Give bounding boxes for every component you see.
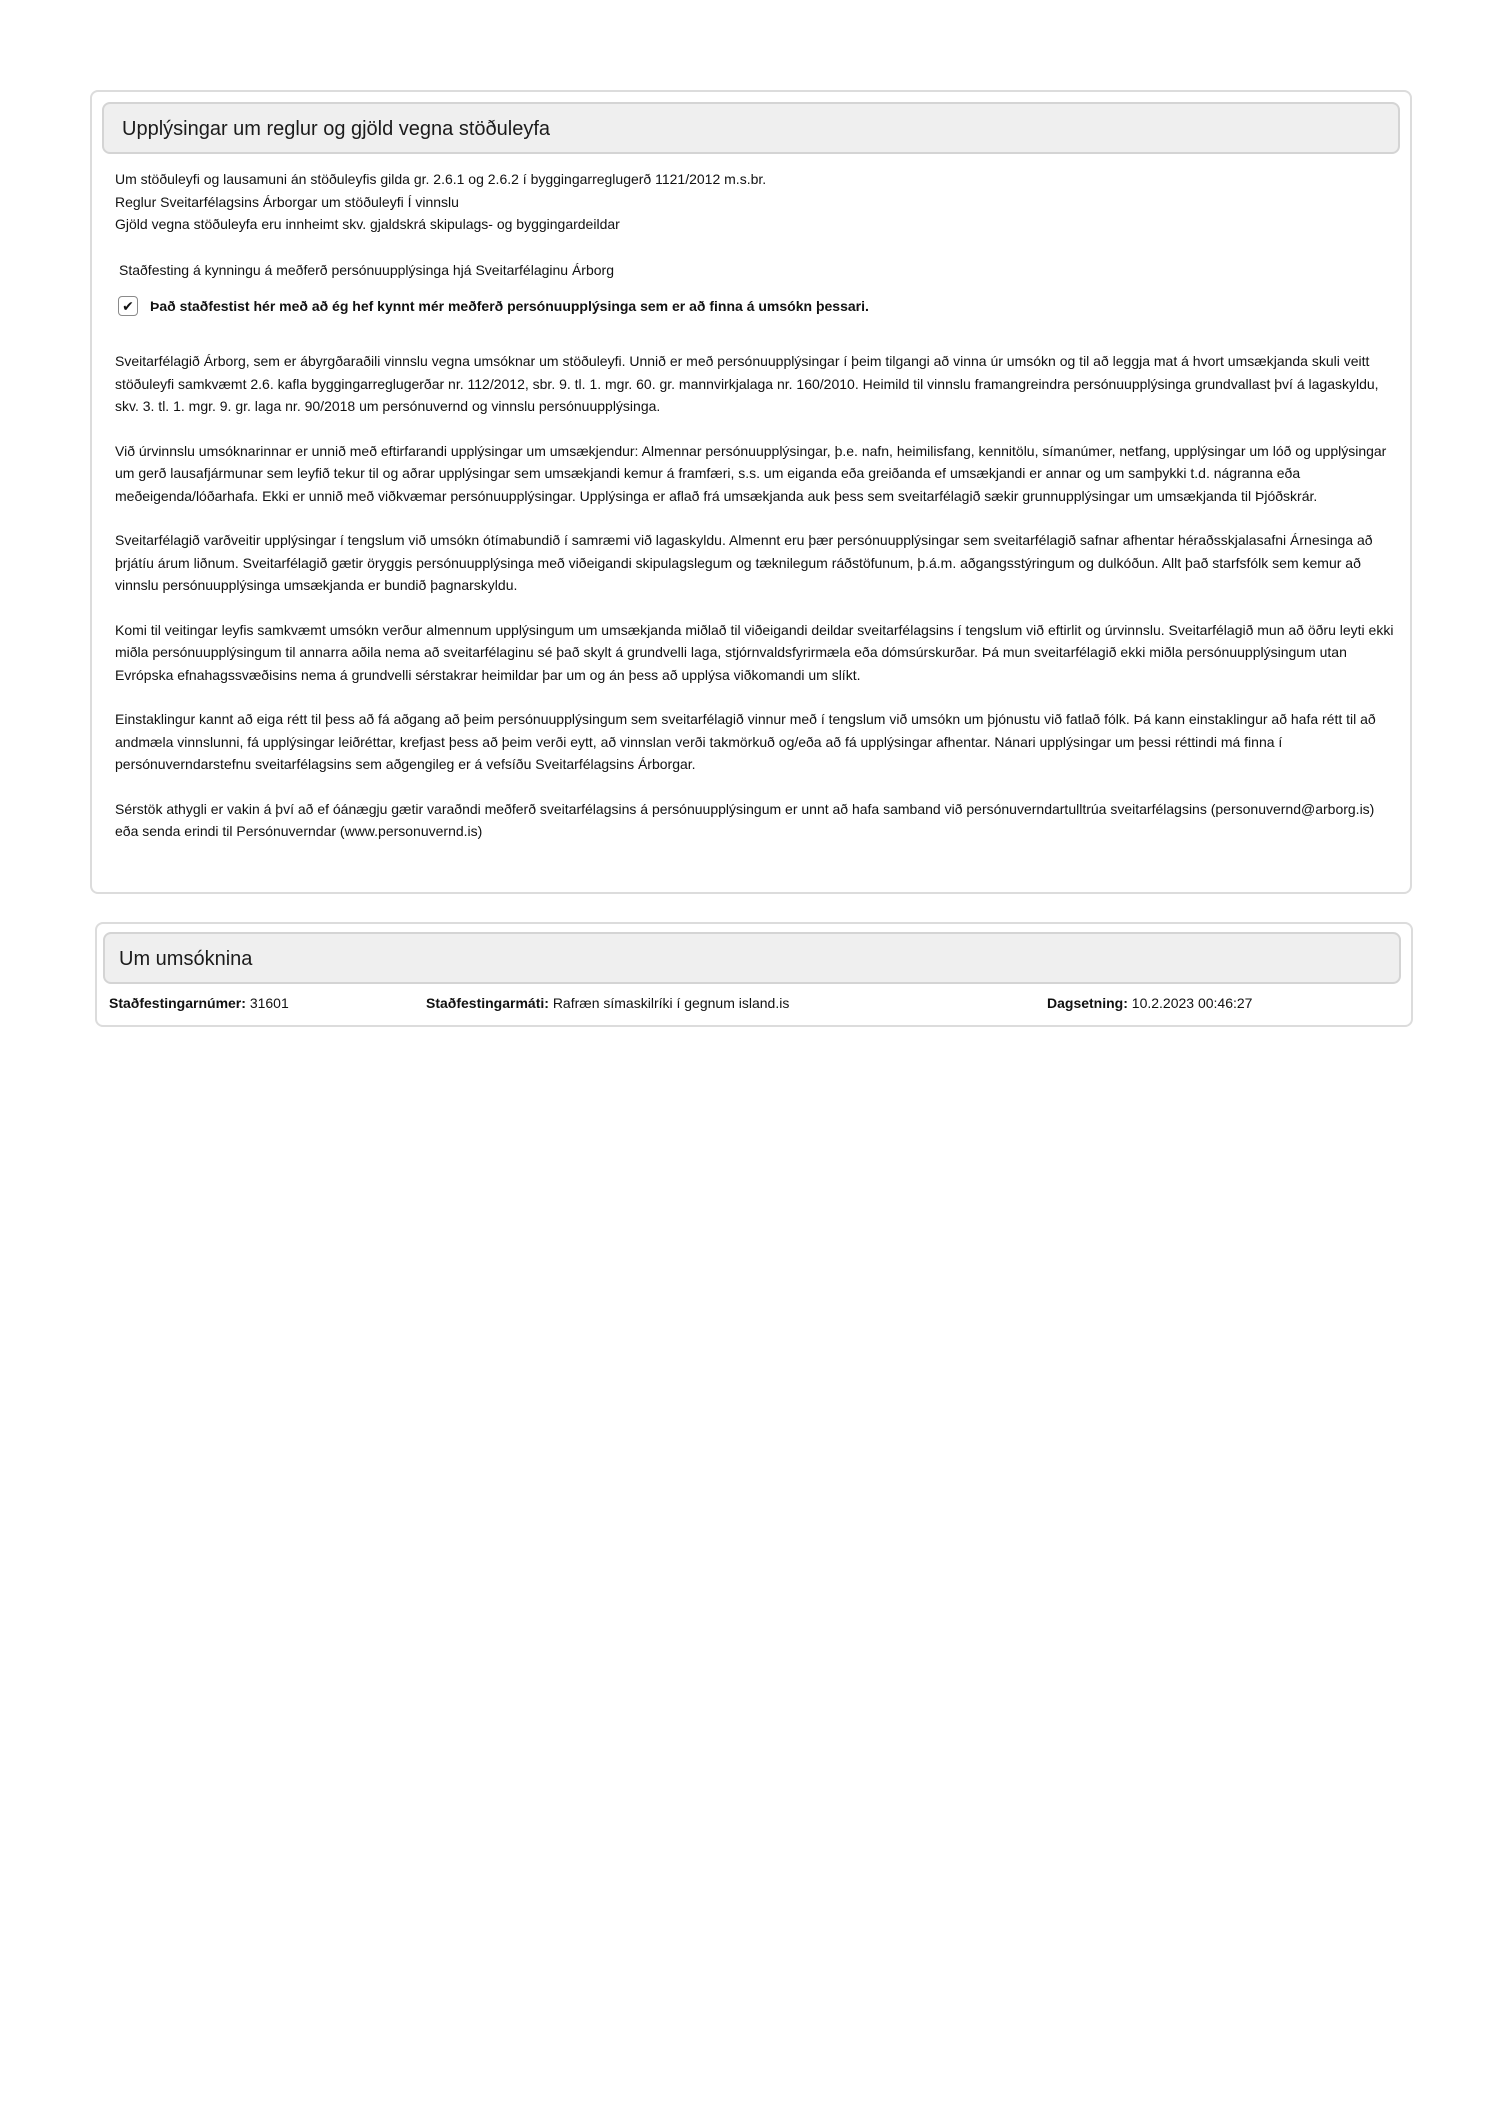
privacy-paragraph: Sveitarfélagið varðveitir upplýsingar í tengslum við umsókn ótímabundið í samræmi við lagaskyldu. Almennt eru þær persónuupplýsingar sem sveitarfélagið safnar afhentar héraðsskjalasafni Árnesinga að þrjátíu árum liðnum. Sveitarfélagið gætir öryggis persónuupplýsinga með viðeigandi skipulagslegum og tæknilegum ráðstöfunum, þ.á.m. aðgangsstýringum og dulkóðun. Allt það starfsfólk sem kemur að vinnslu persónuupplýsinga umsækjanda er bundið þagnarskyldu. [115, 532, 1373, 593]
confirmation-number-label: Staðfestingarnúmer: [109, 995, 246, 1011]
application-panel-header [103, 932, 1401, 984]
privacy-consent-checkbox[interactable]: ✔ [118, 296, 138, 316]
intro-line: Um stöðuleyfi og lausamuni án stöðuleyfis gilda gr. 2.6.1 og 2.6.2 í byggingarreglugerð 1121/2012 m.s.br. [115, 171, 767, 187]
rules-panel-header [102, 102, 1400, 154]
confirmation-number-field [109, 993, 289, 1013]
confirmation-number-value: 31601 [249, 995, 289, 1011]
privacy-paragraph: Við úrvinnslu umsóknarinnar er unnið með eftirfarandi upplýsingar um umsækjendur: Almennar persónuupplýsingar, þ.e. nafn, heimilisfang, kennitölu, símanúmer, netfang, upplýsingar um lóð og upplýsingar um gerð lausafjármunar sem leyfið tekur til og aðrar upplýsingar sem umsækjandi kemur á framfæri, s.s. um eiganda eða greiðanda ef umsækjandi er annar og um samþykki t.d. nágranna eða meðeigenda/lóðarhafa. Ekki er unnið með viðkvæmar persónuupplýsingar. Upplýsinga er aflað frá umsækjanda auk þess sem sveitarfélagið sækir grunnupplýsingar um umsækjanda til Þjóðskrár. [115, 442, 1387, 504]
privacy-consent-label: Það staðfestist hér með að ég hef kynnt mér meðferð persónuupplýsinga sem er að finna á umsókn þessari. [150, 298, 869, 314]
privacy-paragraph: Sveitarfélagið Árborg, sem er ábyrgðaraðili vinnslu vegna umsóknar um stöðuleyfi. Unnið er með persónuupplýsingar í þeim tilgangi að vinna úr umsókn og til að leggja mat á hvort umsækjanda skuli veitt stöðuleyfi samkvæmt 2.6. kafla byggingarreglugerðar nr. 112/2012, sbr. 9. tl. 1. mgr. 60. gr. mannvirkjalaga nr. 160/2010. Heimild til vinnslu framangreindra persónuupplýsinga grundvallast því á lagaskyldu, skv. 3. tl. 1. mgr. 9. gr. laga nr. 90/2018 um persónuvernd og vinnslu persónuupplýsinga. [115, 353, 1379, 414]
date-label: Dagsetning: [1047, 995, 1128, 1011]
application-panel-title: Um umsóknina [119, 948, 253, 970]
rules-panel [90, 90, 1412, 894]
intro-line: Gjöld vegna stöðuleyfa eru innheimt skv. gjaldskrá skipulags- og byggingardeildar [115, 216, 620, 232]
privacy-policy-text [115, 350, 1397, 865]
intro-line: Reglur Sveitarfélagsins Árborgar um stöðuleyfi Í vinnslu [115, 193, 459, 210]
date-value: 10.2.2023 00:46:27 [1131, 995, 1253, 1011]
rules-panel-title: Upplýsingar um reglur og gjöld vegna stöðuleyfa [122, 118, 551, 140]
privacy-confirmation-heading: Staðfesting á kynningu á meðferð persónuupplýsinga hjá Sveitarfélaginu Árborg [119, 262, 614, 278]
date-field [1047, 993, 1252, 1013]
privacy-paragraph: Komi til veitingar leyfis samkvæmt umsókn verður almennum upplýsingum um umsækjanda miðlað til viðeigandi deildar sveitarfélagsins í tengslum við eftirlit og úrvinnslu. Sveitarfélagið mun að öðru leyti ekki miðla persónuupplýsingum til annarra aðila nema að sveitarfélaginu sé það skylt á grundvelli laga, stjórnvaldsfyrirmæla eða dómsúrskurðar. Þá mun sveitarfélagið ekki miðla persónuupplýsingum utan Evrópska efnahagssvæðisins nema á grundvelli sérstakrar heimildar þar um og án þess að upplýsa viðkomandi um slíkt. [115, 621, 1394, 683]
privacy-paragraph: Sérstök athygli er vakin á því að ef óánægju gætir varaðndi meðferð sveitarfélagsins á persónuupplýsingum er unnt að hafa samband við persónuverndartulltrúa sveitarfélagsins (personuvernd@arborg.is) eða senda erindi til Persónuverndar (www.personuvernd.is) [115, 800, 1375, 839]
intro-text [115, 168, 766, 236]
confirmation-method-field [426, 993, 789, 1013]
application-panel [95, 922, 1413, 1027]
confirmation-method-label: Staðfestingarmáti: [426, 995, 549, 1011]
privacy-paragraph: Einstaklingur kannt að eiga rétt til þess að fá aðgang að þeim persónuupplýsingum sem sveitarfélagið vinnur með í tengslum við umsókn um þjónustu við fatlað fólk. Þá kann einstaklingur að hafa rétt til að andmæla vinnslunni, fá upplýsingar leiðréttar, krefjast þess að þeim verði eytt, að vinnslan verði takmörkuð og/eða að fá upplýsingar afhentar. Nánari upplýsingar um þessi réttindi má finna í persónuverndarstefnu sveitarfélagsins sem aðgengileg er á vefsíðu Sveitarfélagsins Árborgar. [115, 711, 1376, 772]
confirmation-method-value: Rafræn símaskilríki í gegnum island.is [552, 995, 790, 1011]
